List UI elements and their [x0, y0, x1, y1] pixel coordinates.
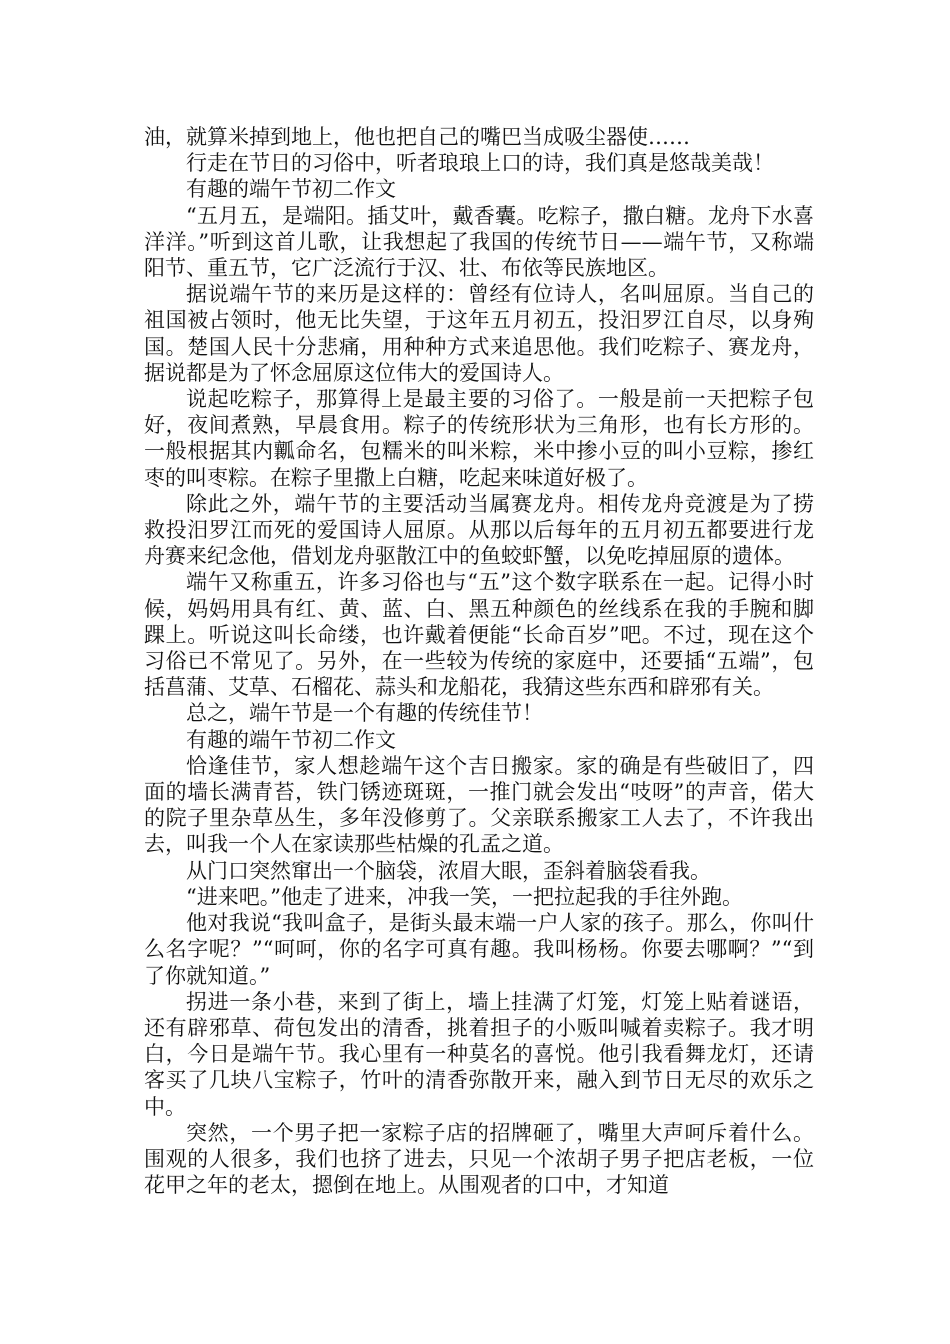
paragraph: 恰逢佳节，家人想趁端午这个吉日搬家。家的确是有些破旧了，四面的墙长满青苔，铁门锈迹斑斑，一推门就会发出“吱呀”的声音，偌大的院子里杂草丛生，多年没修剪了。父亲联系搬家工人去了，不许我出去，叫我一个人在家读那些枯燥的孔孟之道。	[144, 753, 814, 857]
section-title: 有趣的端午节初二作文	[186, 177, 396, 202]
paragraph: 行走在节日的习俗中，听者琅琅上口的诗，我们真是悠哉美哉！	[186, 151, 774, 176]
paragraph: 总之，端午节是一个有趣的传统佳节！	[186, 701, 543, 726]
paragraph: 除此之外，端午节的主要活动当属赛龙舟。相传龙舟竞渡是为了捞救投汨罗江而死的爱国诗人屈原。从那以后每年的五月初五都要进行龙舟赛来纪念他，借划龙舟驱散江中的鱼蛟虾蟹，以免吃掉屈原的遗体。	[144, 491, 814, 569]
paragraph: 说起吃粽子，那算得上是最主要的习俗了。一般是前一天把粽子包好，夜间煮熟，早晨食用。粽子的传统形状为三角形，也有长方形的。一般根据其内瓤命名，包糯米的叫米粽，米中掺小豆的叫小豆粽，掺红枣的叫枣粽。在粽子里撒上白糖，吃起来味道好极了。	[144, 387, 814, 490]
paragraph: 突然，一个男子把一家粽子店的招牌砸了，嘴里大声呵斥着什么。围观的人很多，我们也挤了进去，只见一个浓胡子男子把店老板，一位花甲之年的老太，摁倒在地上。从围观者的口中，才知道	[144, 1120, 814, 1198]
paragraph: 他对我说“我叫盒子，是街头最末端一户人家的孩子。那么，你叫什么名字呢？”“呵呵，你的名字可真有趣。我叫杨杨。你要去哪啊？”“到了你就知道。”	[144, 911, 814, 988]
paragraph: “进来吧。”他走了进来，冲我一笑，一把拉起我的手往外跑。	[186, 884, 743, 909]
document-body	[144, 124, 814, 1198]
paragraph: “五月五，是端阳。插艾叶，戴香囊。吃粽子，撒白糖。龙舟下水喜洋洋。”听到这首儿歌，让我想起了我国的传统节日——端午节，又称端阳节、重五节，它广泛流行于汉、壮、布依等民族地区。	[144, 203, 814, 281]
paragraph: 油，就算米掉到地上，他也把自己的嘴巴当成吸尘器使……	[144, 125, 690, 149]
paragraph: 据说端午节的来历是这样的：曾经有位诗人，名叫屈原。当自己的祖国被占领时，他无比失望，于这年五月初五，投汨罗江自尽，以身殉国。楚国人民十分悲痛，用种种方式来追思他。我们吃粽子、赛龙舟，据说都是为了怀念屈原这位伟大的爱国诗人。	[144, 282, 814, 385]
paragraph: 从门口突然窜出一个脑袋，浓眉大眼，歪斜着脑袋看我。	[186, 858, 711, 883]
paragraph: 拐进一条小巷，来到了街上，墙上挂满了灯笼，灯笼上贴着谜语，还有辟邪草、荷包发出的清香，挑着担子的小贩叫喊着卖粽子。我才明白，今日是端午节。我心里有一种莫名的喜悦。他引我看舞龙灯，还请客买了几块八宝粽子，竹叶的清香弥散开来，融入到节日无尽的欢乐之中。	[144, 989, 814, 1119]
section-title: 有趣的端午节初二作文	[186, 727, 396, 752]
paragraph: 端午又称重五，许多习俗也与“五”这个数字联系在一起。记得小时候，妈妈用具有红、黄、蓝、白、黑五种颜色的丝线系在我的手腕和脚踝上。听说这叫长命缕，也许戴着便能“长命百岁”吧。不过，现在这个习俗已不常见了。另外，在一些较为传统的家庭中，还要插“五端”，包括菖蒲、艾草、石榴花、蒜头和龙船花，我猜这些东西和辟邪有关。	[144, 570, 814, 700]
